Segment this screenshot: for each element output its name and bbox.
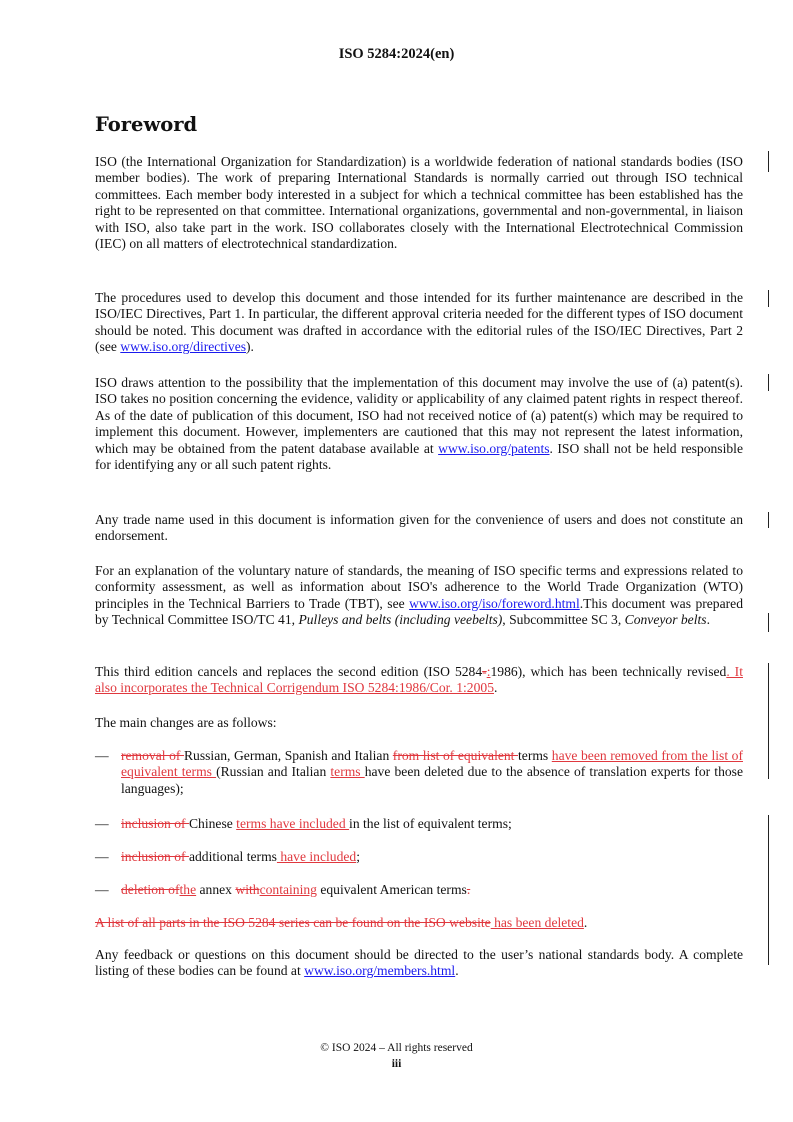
list-item: [95, 849, 743, 865]
text-run: equivalent American terms: [316, 882, 467, 897]
deleted-text: inclusion of: [121, 816, 189, 831]
text-run: Chinese: [188, 816, 237, 831]
page-number: iii: [391, 1058, 402, 1070]
deleted-text: -: [482, 664, 487, 679]
text-run: in the list of equivalent terms;: [349, 816, 512, 831]
change-bar: [768, 663, 769, 779]
paragraph: [95, 375, 743, 473]
paragraph: [95, 664, 743, 697]
paragraph: [95, 715, 743, 731]
list-dash: —: [95, 748, 109, 763]
paragraph: [95, 512, 743, 545]
deleted-text: removal of: [121, 748, 184, 763]
inserted-text: the: [179, 882, 197, 897]
text-run: ISO (the International Organization for Standardization) is a worldwide federation of national standards bodies (ISO member bodies). The work of preparing International Standards is normally carried out through ISO technical committees. Each member body interested in a subject for which a technical committee has been established has the right to be represented on that committee. International organizations, governmental and non-governmental, in liaison with ISO, also take part in the work. ISO collaborates closely with the International Electrotechnical Commission (IEC) on all matters of electrotechnical standardization.: [95, 154, 743, 252]
list-item-text: [121, 882, 743, 898]
hyperlink[interactable]: www.iso.org/directives: [120, 339, 247, 355]
hyperlink[interactable]: www.iso.org/iso/foreword.html: [409, 595, 580, 611]
list-item: [95, 882, 743, 898]
list-item: [95, 816, 743, 832]
list-dash: —: [95, 882, 109, 897]
text-run: 1986), which has been technically revised: [490, 664, 727, 679]
text-run: Any feedback or questions on this document should be directed to the user’s national standards body. A complete listing of these bodies can be found at: [95, 947, 743, 979]
list-dash: —: [95, 849, 109, 864]
text-run: The procedures used to develop this document and those intended for its further maintenance are described in the ISO/IEC Directives, Part 1. In particular, the different approval criteria needed for the different types of ISO document should be noted. This document was drafted in accordance with the editorial rules of the ISO/IEC Directives, Part 2 (see: [95, 290, 743, 355]
inserted-text: has been deleted: [490, 915, 584, 930]
text-run: annex: [196, 882, 236, 897]
inserted-text: have included: [276, 849, 357, 864]
change-bar: [768, 613, 769, 632]
inserted-text: . It also incorporates the Technical Corrigendum ISO 5284:1986/Cor. 1:2005: [95, 664, 743, 696]
change-bar: [768, 815, 769, 965]
inserted-text: :: [486, 664, 491, 679]
deleted-text: deletion of: [121, 882, 180, 897]
deleted-text: inclusion of: [121, 849, 189, 864]
paragraph: [95, 915, 743, 931]
copyright-footer: © ISO 2024 – All rights reserved: [320, 1042, 473, 1054]
inserted-text: terms: [330, 764, 365, 780]
text-run: .: [494, 680, 498, 696]
text-run: .: [706, 612, 710, 628]
text-run: This third edition cancels and replaces the second edition (ISO 5284: [95, 664, 483, 679]
list-item-text: [121, 748, 743, 797]
deleted-text: A list of all parts in the ISO 5284 series can be found on the ISO website: [95, 915, 491, 930]
inserted-text: terms have included: [236, 816, 350, 831]
section-title: Foreword: [95, 113, 198, 136]
text-run: For an explanation of the voluntary nature of standards, the meaning of ISO specific terms and expressions related to conformity assessment, as well as information about ISO's adherence to the World Trade Organization (WTO) principles in the Technical Barriers to Trade (TBT), see: [95, 563, 743, 611]
paragraph: [95, 947, 743, 980]
paragraph: [95, 290, 743, 356]
paragraph: [95, 154, 743, 252]
italic-text: Conveyor belts: [624, 612, 707, 628]
deleted-text: with: [235, 882, 260, 897]
text-run: .This document was prepared by Technical Committee ISO/TC 41,: [95, 595, 743, 628]
text-run: additional terms: [188, 849, 277, 864]
deleted-text: from list of equivalent: [392, 748, 519, 763]
list-item-text: [121, 849, 743, 865]
text-run: .: [455, 963, 459, 979]
list-dash: —: [95, 816, 109, 831]
inserted-text: have been removed from the list of equivalent terms: [121, 748, 743, 780]
document-header: ISO 5284:2024(en): [338, 46, 455, 62]
text-run: ISO draws attention to the possibility that the implementation of this document may involve the use of (a) patent(s). ISO takes no position concerning the evidence, validity or applicability of any claimed patent rights in respect thereof. As of the date of publication of this document, ISO had not received notice of (a) patent(s) which may be required to implement this document. However, implementers are cautioned that this may not represent the latest information, which may be obtained from the patent database available at: [95, 375, 743, 456]
paragraph: [95, 563, 743, 629]
text-run: .: [583, 915, 588, 930]
text-run: have been deleted due to the absence of translation experts for those languages);: [121, 764, 743, 796]
change-bar: [768, 151, 769, 172]
list-item-text: [121, 816, 743, 832]
text-run: , Subcommittee SC 3,: [502, 612, 625, 628]
change-bar: [768, 512, 769, 528]
hyperlink[interactable]: www.iso.org/patents: [438, 440, 550, 456]
inserted-text: containing: [259, 882, 317, 897]
text-run: ).: [246, 339, 254, 355]
list-item: [95, 748, 743, 797]
text-run: (Russian and Italian: [216, 764, 331, 780]
text-run: Russian, German, Spanish and Italian: [183, 748, 393, 763]
deleted-text: .: [466, 882, 471, 897]
text-run: The main changes are as follows:: [95, 715, 277, 730]
italic-text: Pulleys and belts (including veebelts): [298, 612, 503, 628]
text-run: terms: [518, 748, 552, 763]
text-run: Any trade name used in this document is information given for the convenience of users and does not constitute an endorsement.: [95, 512, 743, 544]
change-bar: [768, 290, 769, 307]
text-run: . ISO shall not be held responsible for identifying any or all such patent rights.: [95, 440, 743, 473]
text-run: ;: [356, 849, 360, 864]
hyperlink[interactable]: www.iso.org/members.html: [304, 963, 456, 979]
change-bar: [768, 374, 769, 391]
